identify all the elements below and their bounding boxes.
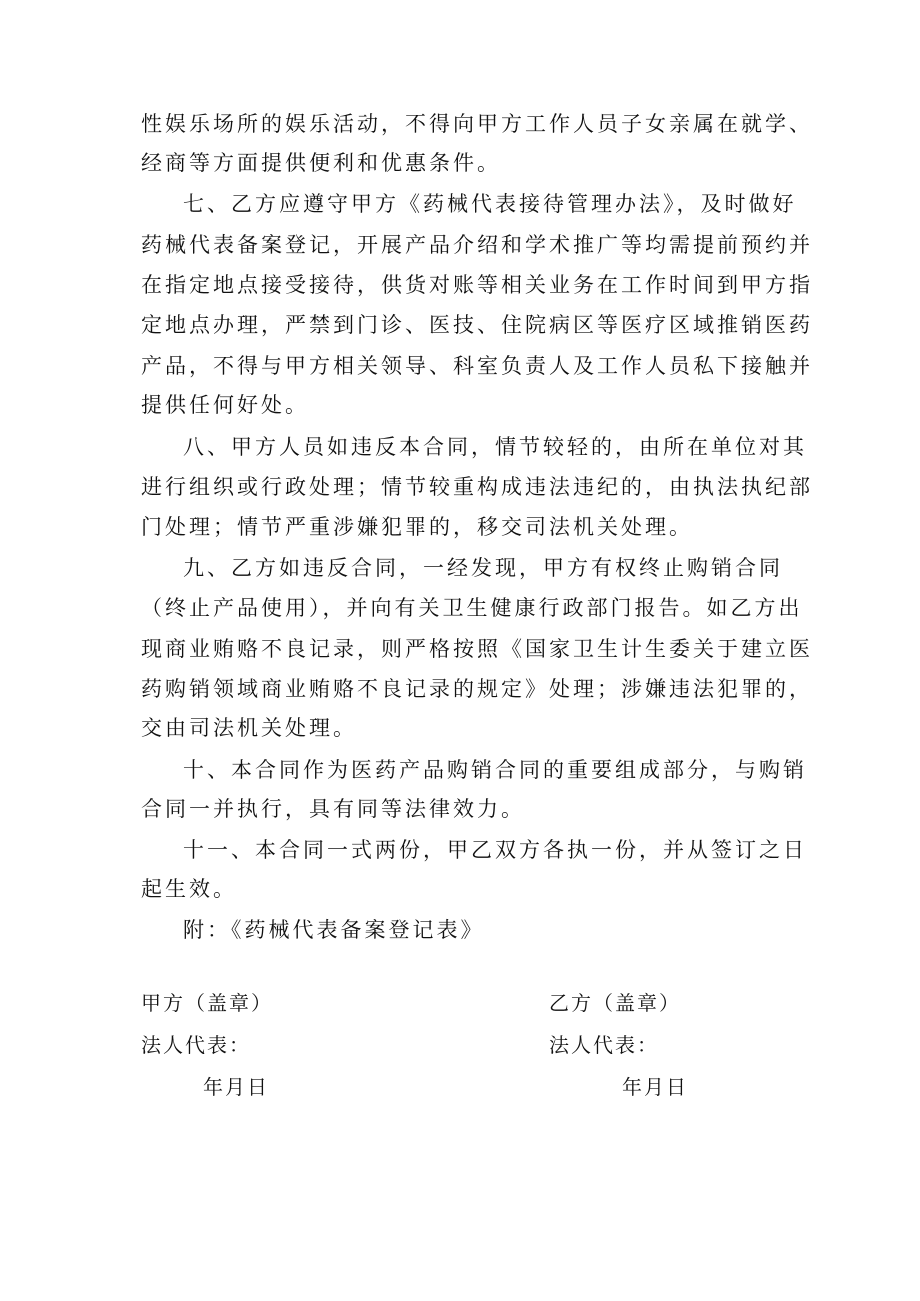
paragraph-line: 交由司法机关处理。 [141, 716, 357, 740]
paragraph-line: 药购销领域商业贿赂不良记录的规定》处理；涉嫌违法犯罪的， [141, 677, 813, 701]
clause-seven: 七、乙方应遵守甲方《药械代表接待管理办法》，及时做好 [183, 192, 797, 216]
paragraph-line: 药械代表备案登记，开展产品介绍和学术推广等均需提前预约并 [141, 233, 813, 257]
attachment-note: 附：《药械代表备案登记表》 [183, 918, 485, 942]
paragraph-line: 产品，不得与甲方相关领导、科室负责人及工作人员私下接触并 [141, 354, 813, 378]
paragraph-line: 现商业贿赂不良记录，则严格按照《国家卫生计生委关于建立医 [141, 637, 813, 661]
party-a-date: 年月日 [203, 1075, 269, 1099]
paragraph-line: 在指定地点接受接待，供货对账等相关业务在工作时间到甲方指 [141, 273, 813, 297]
clause-nine: 九、乙方如违反合同，一经发现，甲方有权终止购销合同 [183, 556, 783, 580]
party-b-date: 年月日 [622, 1075, 688, 1099]
party-a-representative: 法人代表： [141, 1033, 251, 1057]
paragraph-line: （终止产品使用），并向有关卫生健康行政部门报告。如乙方出 [141, 596, 803, 620]
paragraph-line: 进行组织或行政处理；情节较重构成违法违纪的，由执法执纪部 [141, 475, 813, 499]
party-b-representative: 法人代表： [549, 1033, 659, 1057]
paragraph-line: 定地点办理，严禁到门诊、医技、住院病区等医疗区域推销医药 [141, 313, 813, 337]
paragraph-line: 经商等方面提供便利和优惠条件。 [141, 151, 501, 175]
paragraph-line: 合同一并执行，具有同等法律效力。 [141, 797, 525, 821]
paragraph-line: 提供任何好处。 [141, 393, 309, 417]
clause-eight: 八、甲方人员如违反本合同，情节较轻的，由所在单位对其 [183, 435, 807, 459]
party-b-seal: 乙方（盖章） [549, 991, 681, 1015]
party-a-seal: 甲方（盖章） [141, 991, 273, 1015]
paragraph-line: 起生效。 [141, 877, 237, 901]
paragraph-line: 性娱乐场所的娱乐活动，不得向甲方工作人员子女亲属在就学、 [141, 112, 813, 136]
clause-ten: 十、本合同作为医药产品购销合同的重要组成部分，与购销 [183, 758, 807, 782]
paragraph-line: 门处理；情节严重涉嫌犯罪的，移交司法机关处理。 [141, 515, 693, 539]
clause-eleven: 十一、本合同一式两份，甲乙双方各执一份，并从签订之日 [183, 838, 807, 862]
